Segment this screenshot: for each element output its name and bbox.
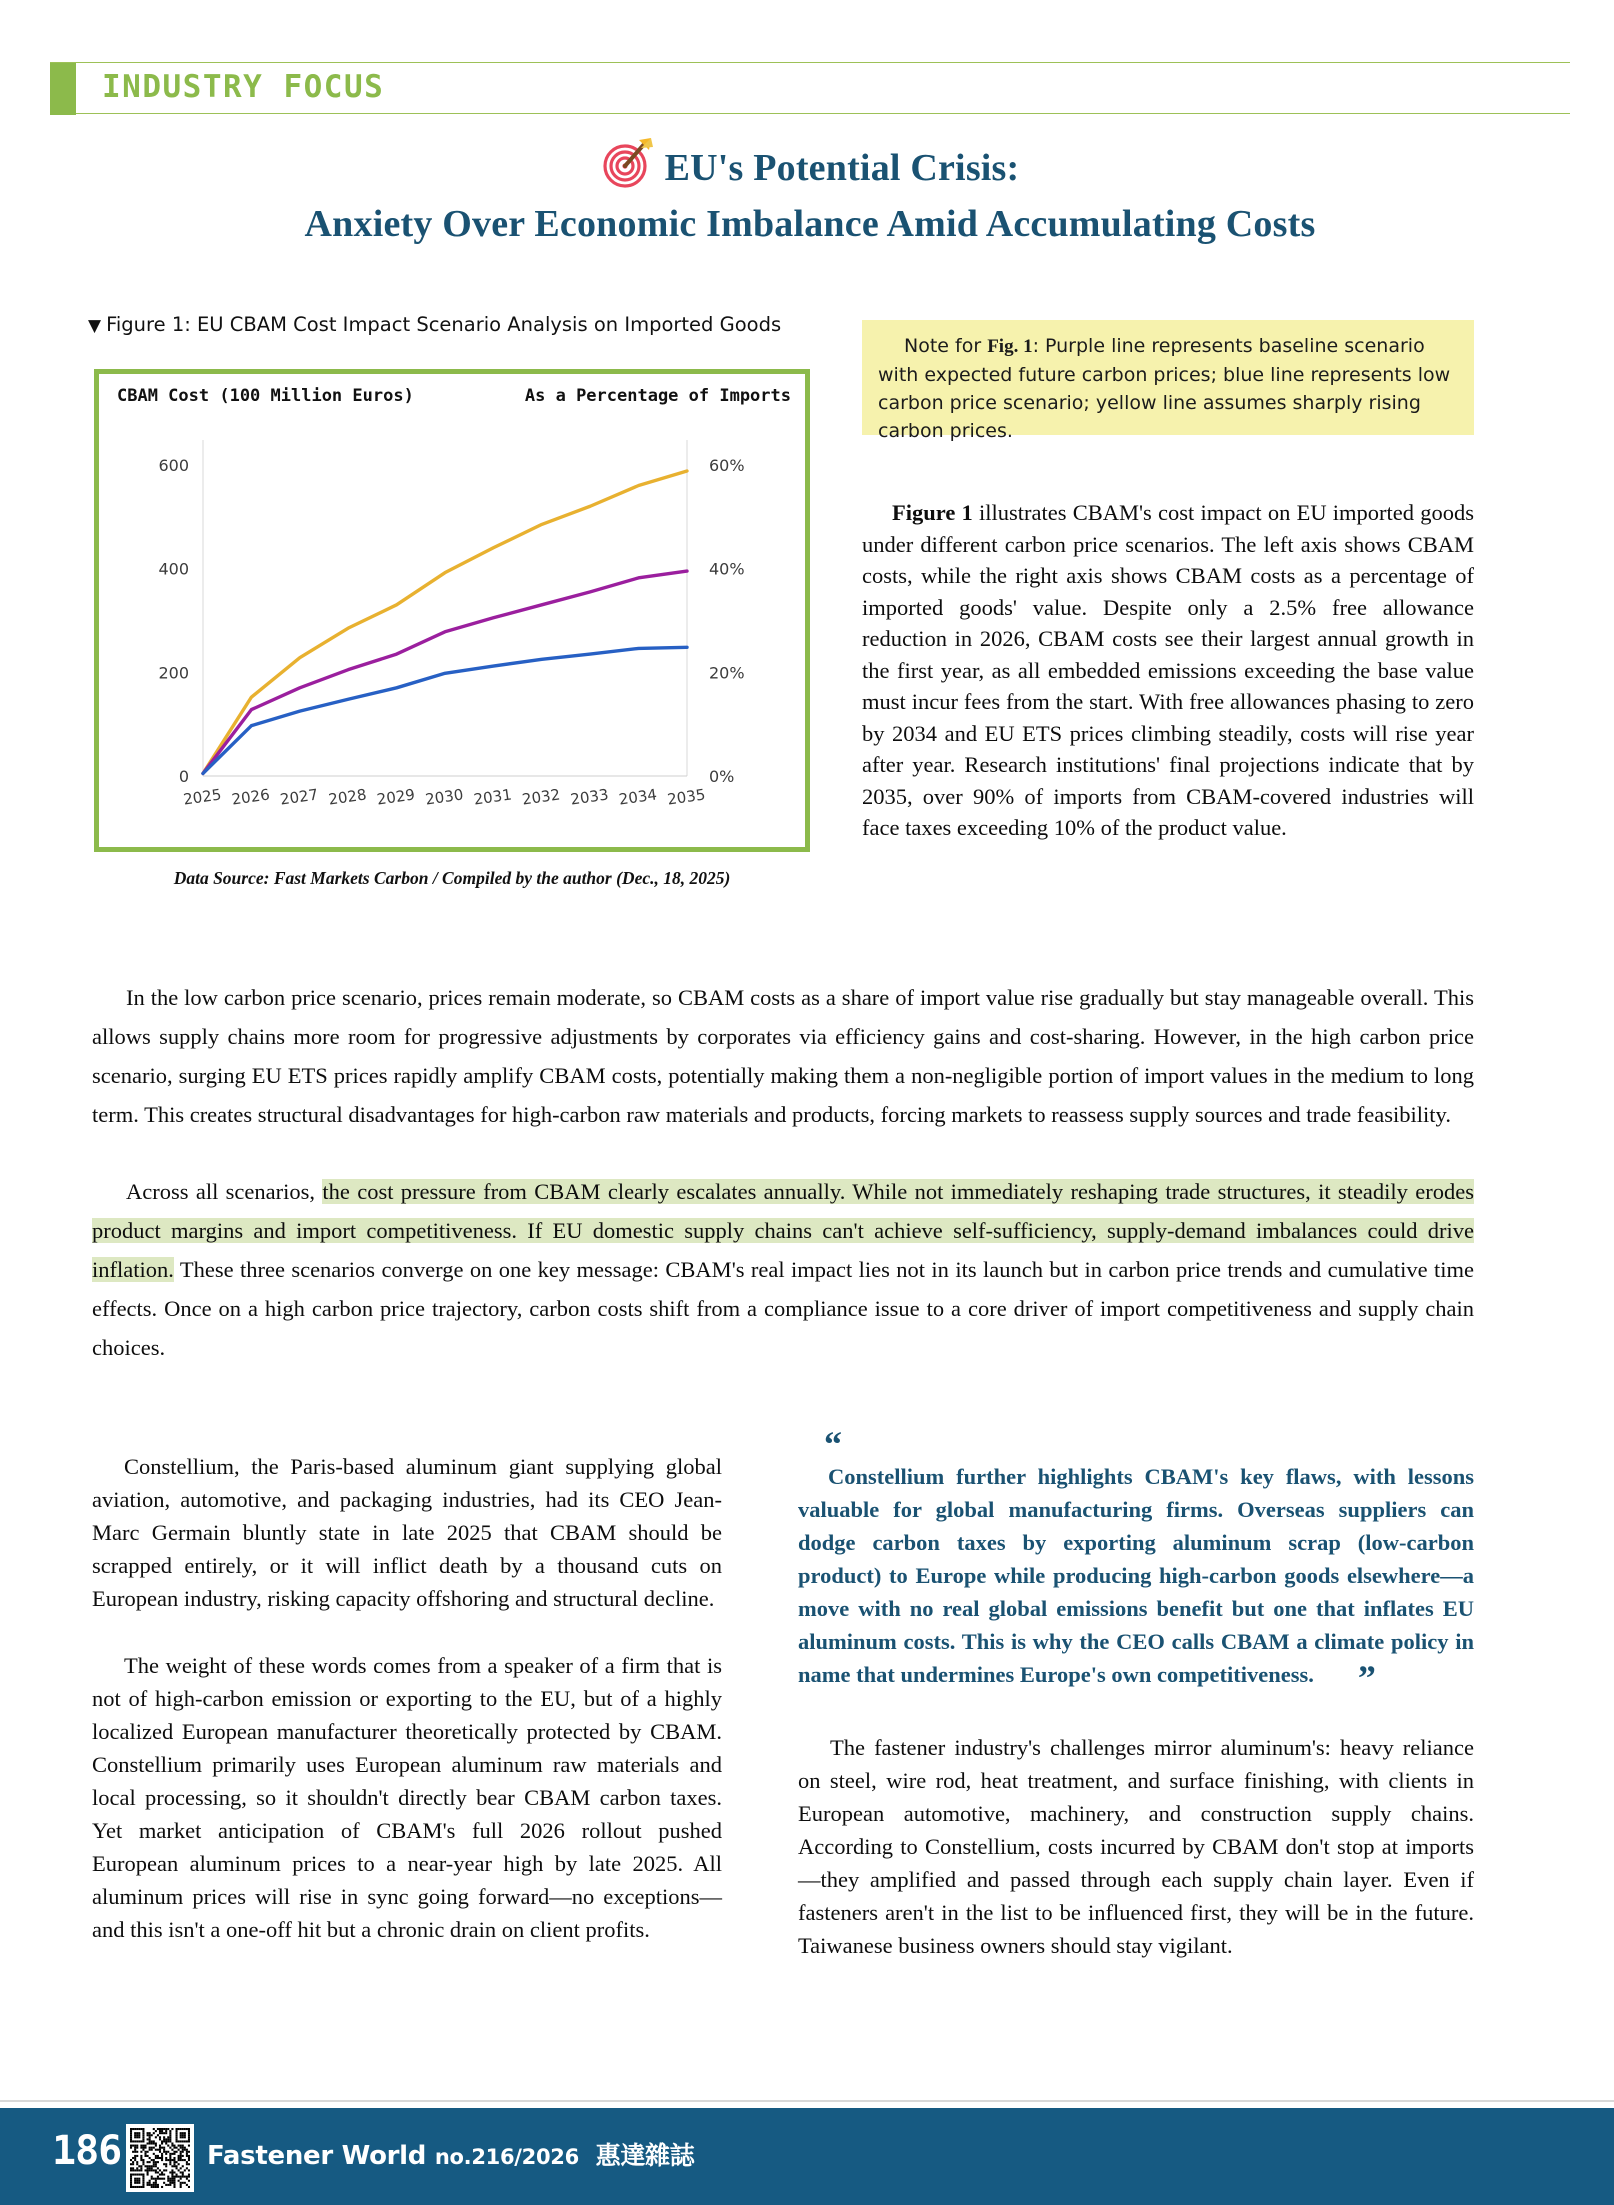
svg-text:2034: 2034 xyxy=(617,785,659,809)
svg-text:400: 400 xyxy=(158,559,189,579)
svg-text:60%: 60% xyxy=(709,455,745,475)
header-green-tab xyxy=(50,63,76,115)
figure-note-box xyxy=(862,320,1474,442)
weight-of-words-paragraph: The weight of these words comes from a speaker of a firm that is not of high-carbon emission or exporting to the EU, but of a highly localized European manufacturer theoretically protected by CBAM. Constellium primarily uses European aluminum raw materials and local processing, so it shouldn't directly bear CBAM carbon taxes. Yet market anticipation of CBAM's full 2026 rollout pushed European aluminum prices to a near-year high by late 2025. All aluminum prices will rise in sync going forward—no exceptions—and this isn't a one-off hit but a chronic drain on client profits. xyxy=(92,1653,722,1942)
quote-open-icon: “ xyxy=(824,1424,842,1464)
svg-text:40%: 40% xyxy=(709,559,745,579)
figure-source-note: Data Source: Fast Markets Carbon / Compiled by the author (Dec., 18, 2025) xyxy=(173,868,731,888)
title-text-2: Anxiety Over Economic Imbalance Amid Accumulating Costs xyxy=(304,203,1316,245)
intro-bold-lead: Figure 1 xyxy=(892,500,973,525)
svg-text:0%: 0% xyxy=(709,767,735,786)
note-bold-label: Fig. 1 xyxy=(987,336,1033,357)
paragraph-low-carbon-text: In the low carbon price scenario, prices remain moderate, so CBAM costs as a share of import value rise gradually but stay manageable overall. This allows supply chains more room for progressive adjustments by corporates via efficiency gains and cost-sharing. However, in the high carbon price scenario, surging EU ETS prices rapidly amplify CBAM costs, potentially making them a non-negligible portion of import values in the medium to long term. This creates structural disadvantages for high-carbon raw materials and products, forcing markets to reassess supply sources and trade feasibility. xyxy=(92,985,1474,1127)
svg-text:0: 0 xyxy=(178,767,189,786)
intro-body: illustrates CBAM's cost impact on EU imported goods under different carbon price scenarios. The left axis shows CBAM costs, while the right axis shows CBAM costs as a percentage of imported goods' value. Despite only a 2.5% free allowance reduction in 2026, CBAM costs see their largest annual growth in the first year, as all embedded emissions exceeding the base value must incur fees from the start. With free allowances phasing to zero by 2034 and EU ETS prices climbing steadily, costs will rise year after year. Research institutions' final projections indicate that by 2035, over 90% of imports from CBAM-covered industries will face taxes exceeding 10% of the product value. xyxy=(862,500,1474,840)
note-lead: Note for xyxy=(904,335,988,357)
title-text-1: EU's Potential Crisis: xyxy=(664,147,1020,189)
chart-axis-titles xyxy=(117,386,791,406)
svg-text:2029: 2029 xyxy=(375,785,417,809)
svg-text:20%: 20% xyxy=(709,663,745,683)
dart-target-icon xyxy=(601,136,655,190)
footer-issue: no.216/2026 xyxy=(434,2145,579,2169)
svg-text:2028: 2028 xyxy=(327,785,368,809)
svg-text:2026: 2026 xyxy=(230,785,271,809)
across-pre: Across all scenarios, xyxy=(126,1179,323,1204)
paragraph-across-scenarios xyxy=(92,1172,1474,1367)
pull-quote-text: Constellium further highlights CBAM's key flaws, with lessons valuable for global manufacturing firms. Overseas suppliers can dodge carbon taxes by exporting aluminum scrap (low-carbon product) to Europe while producing high-carbon goods elsewhere—a move with no real global emissions benefit but one that inflates EU aluminum costs. This is why the CEO calls CBAM a climate policy in name that undermines Europe's own competitiveness. xyxy=(798,1464,1474,1687)
figure-note-text xyxy=(878,332,1458,445)
chart-right-axis-title: As a Percentage of Imports xyxy=(524,386,791,406)
fastener-industry-paragraph: The fastener industry's challenges mirror aluminum's: heavy reliance on steel, wire rod, heat treatment, and surface finishing, with clients in European automotive, machinery, and construction supply chains. According to Constellium, costs incurred by CBAM don't stop at imports—they amplified and passed through each supply chain layer. Even if fasteners aren't in the list to be influenced first, they will be in the future. Taiwanese business owners should stay vigilant. xyxy=(798,1735,1474,1958)
footer-cjk: 惠達雜誌 xyxy=(595,2141,695,2170)
page-title xyxy=(50,140,1570,250)
svg-text:2031: 2031 xyxy=(472,785,513,809)
qr-code-svg xyxy=(130,2128,190,2188)
page-footer xyxy=(0,2108,1614,2205)
svg-text:2030: 2030 xyxy=(424,785,465,809)
constellium-paragraph: Constellium, the Paris-based aluminum giant supplying global aviation, automotive, and packaging industries, had its CEO Jean-Marc Germain bluntly state in late 2025 that CBAM should be scrapped entirely, or it will inflict death by a thousand cuts on European industry, risking capacity offshoring and structural decline. xyxy=(92,1454,722,1611)
chart-left-axis-title: CBAM Cost (100 Million Euros) xyxy=(117,386,414,406)
figure-intro-paragraph xyxy=(862,497,1474,844)
svg-text:2035: 2035 xyxy=(666,785,707,809)
pull-quote: “ Constellium further highlights CBAM's key flaws, with lessons valuable for global manufacturing firms. Overseas suppliers can dodge carbon taxes by exporting aluminum scrap (low-carbon product) to Europe while producing high-carbon goods elsewhere—a move with no real global emissions benefit but one that inflates EU aluminum costs. This is why the CEO calls CBAM a climate policy in name that undermines Europe's own competitiveness. ” xyxy=(798,1430,1474,1691)
chart-svg xyxy=(99,426,805,851)
across-post: These three scenarios converge on one key message: CBAM's real impact lies not in its launch but in carbon price trends and cumulative time effects. Once on a high carbon price trajectory, carbon costs shift from a compliance issue to a core driver of import competitiveness and supply chain choices. xyxy=(92,1257,1474,1360)
bottom-left-column xyxy=(92,1450,722,1946)
svg-text:2025: 2025 xyxy=(182,785,223,809)
note-body: : Purple line represents baseline scenario with expected future carbon prices; blue line represents low carbon price scenario; yellow line assumes sharply rising carbon prices. xyxy=(878,335,1451,442)
qr-code-icon[interactable] xyxy=(126,2124,194,2192)
bottom-right-column xyxy=(798,1424,1474,1962)
svg-text:200: 200 xyxy=(158,663,189,683)
section-label: INDUSTRY FOCUS xyxy=(102,69,385,105)
paragraph-across-text xyxy=(92,1172,1474,1367)
paragraph-low-carbon xyxy=(92,978,1474,1134)
svg-text:2032: 2032 xyxy=(520,785,562,809)
chart-plot-area xyxy=(99,426,805,847)
footer-brand-text xyxy=(207,2136,694,2172)
across-highlighted: the cost pressure from CBAM clearly escalates annually. While not immediately reshaping trade structures, it steadily erodes product margins and import competitiveness. If EU domestic supply chains can't achieve self-sufficiency, supply-demand imbalances could drive inflation. xyxy=(92,1179,1474,1282)
footer-brand: Fastener World xyxy=(207,2141,427,2171)
title-line-1 xyxy=(50,140,1570,194)
svg-text:2033: 2033 xyxy=(569,785,610,809)
figure-caption-text: Figure 1: EU CBAM Cost Impact Scenario Analysis on Imported Goods xyxy=(106,313,782,336)
figure-1-chart xyxy=(94,369,810,852)
figure-intro-column xyxy=(862,497,1474,844)
figure-caption xyxy=(88,313,808,336)
footer-page-number: 186 xyxy=(52,2128,122,2174)
triangle-marker-icon: ▼ xyxy=(88,316,102,336)
svg-text:2027: 2027 xyxy=(278,785,320,809)
footer-divider xyxy=(0,2100,1614,2102)
section-header-band xyxy=(50,62,1570,114)
svg-text:600: 600 xyxy=(158,455,189,475)
